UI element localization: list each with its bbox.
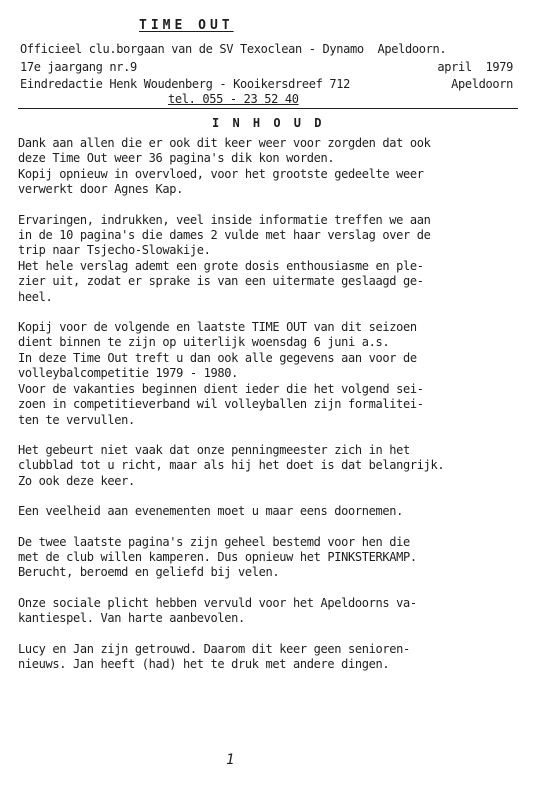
paragraph-thanks: Dank aan allen die er ook dit keer weer voor zorgden dat ook deze Time Out weer 36 pagina's dik kon worden. Kopij opnieuw in overvloed, voor het grootste gedeelte weer verwerkt door Agnes Kap. <box>18 136 431 197</box>
editor-city: Apeldoorn <box>451 77 513 91</box>
page-number: 1 <box>226 752 235 768</box>
paragraph-trip-report: Ervaringen, indrukken, veel inside informatie treffen we aan in de 10 pagina's die dames 2 vulde met haar verslag over de trip naar Tsjecho-Slowakije. Het hele verslag ademt een grote dosis enthousiasme en ple- zier uit, zodat er sprake is van een uitermate geslaagd ge- heel. <box>18 212 431 304</box>
paragraph-next-issue: Kopij voor de volgende en laatste TIME OUT van dit seizoen dient binnen te zijn op uiterlijk woensdag 6 juni a.s. In deze Time Out treft u dan ook alle gegevens aan voor de volleybalcompetitie 1979 - 1980. Voor de vakanties beginnen dient ieder die het volgend sei- zoen in competitieverband wil volleyballen zijn formalitei- ten te vervullen. <box>18 320 424 427</box>
newsletter-title: TIME OUT <box>139 18 234 33</box>
content-body <box>18 136 533 672</box>
paragraph-events: Een veelheid aan evenementen moet u maar eens doornemen. <box>18 504 403 519</box>
paragraph-wedding: Lucy en Jan zijn getrouwd. Daarom dit keer geen senioren- nieuws. Jan heeft (had) het te druk met andere dingen. <box>18 641 410 671</box>
section-heading: I N H O U D <box>212 116 325 130</box>
paragraph-treasurer: Het gebeurt niet vaak dat onze penningmeester zich in het clubblad tot u richt, maar als hij het doet is dat belangrijk. Zo ook deze keer. <box>18 442 445 488</box>
issue-number: 17e jaargang nr.9 <box>20 60 137 74</box>
issue-date: april 1979 <box>437 60 513 74</box>
paragraph-camping: De twee laatste pagina's zijn geheel bestemd voor hen die met de club willen kamperen. Dus opnieuw het PINKSTERKAMP. Berucht, beroemd en geliefd bij velen. <box>18 534 417 580</box>
masthead-line-1: Officieel clu.borgaan van de SV Texoclean - Dynamo Apeldoorn. <box>20 42 447 56</box>
header-divider <box>18 108 518 109</box>
paragraph-social-duty: Onze sociale plicht hebben vervuld voor het Apeldoorns va- kantiespel. Van harte aanbevolen. <box>18 595 417 626</box>
editor-line: Eindredactie Henk Woudenberg - Kooikersdreef 712 <box>20 77 350 91</box>
phone-number: tel. 055 - 23 52 40 <box>168 92 299 106</box>
